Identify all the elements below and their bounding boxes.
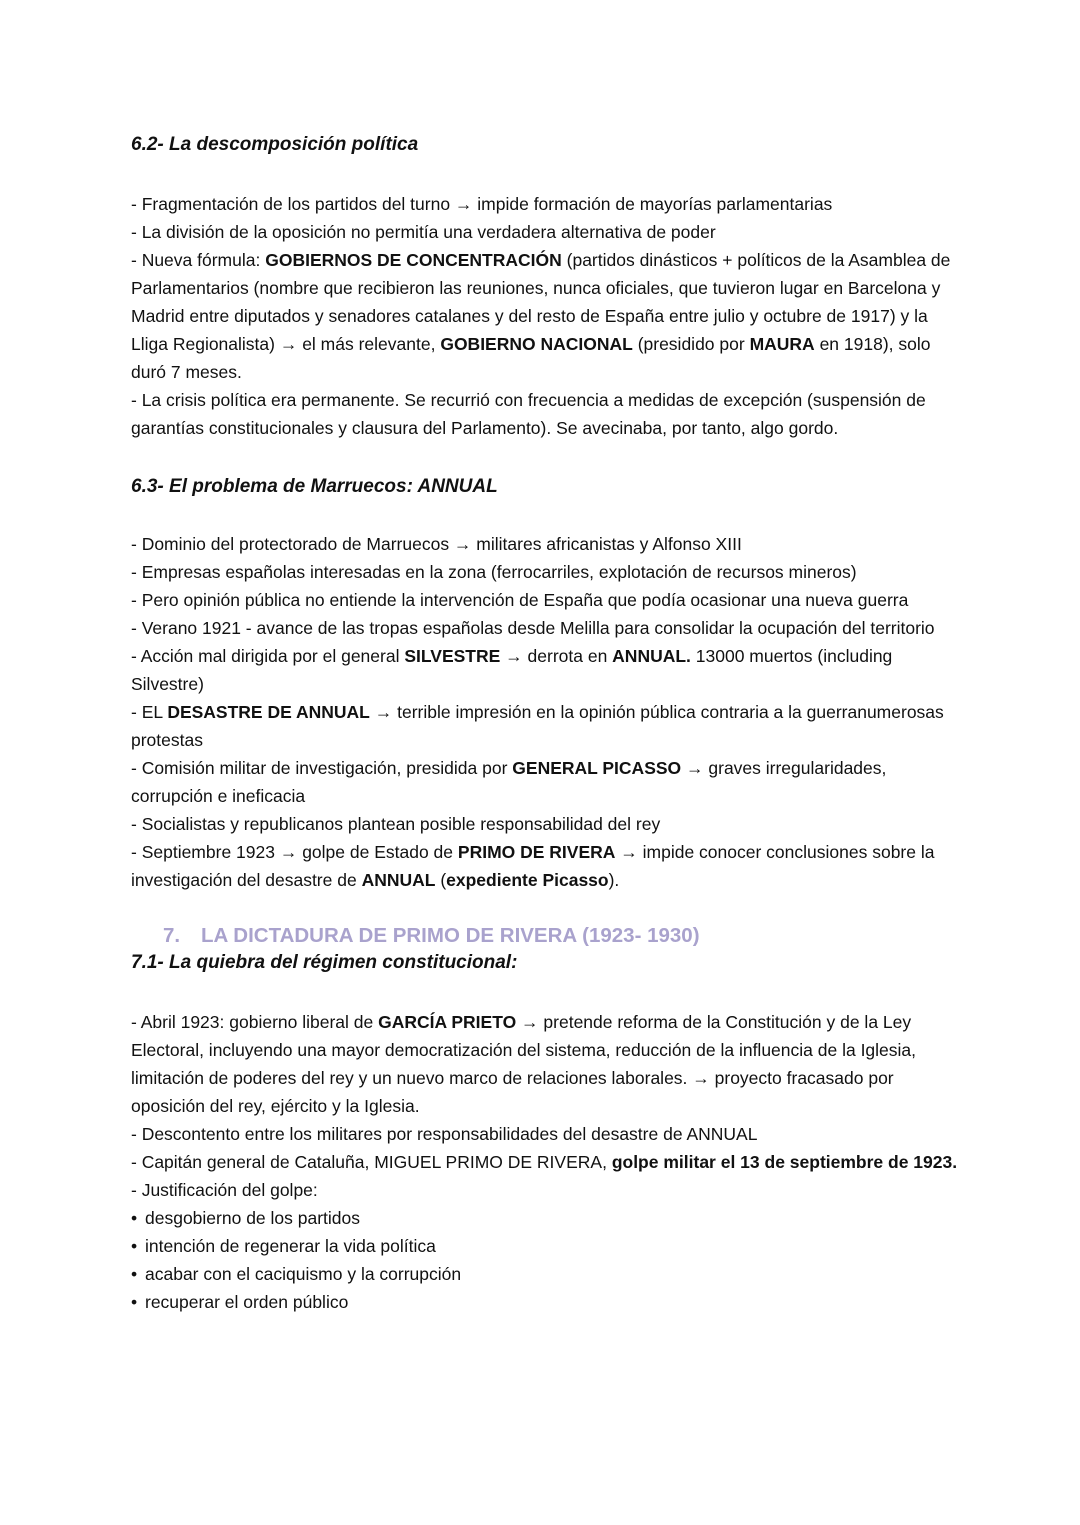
- text-run: - Descontento entre los militares por responsabilidades del desastre de ANNUAL: [131, 1124, 758, 1144]
- bold-term: golpe militar el 13 de septiembre de 1923.: [611, 1152, 958, 1172]
- heading-6-2: 6.2- La descomposición política: [131, 134, 419, 155]
- paragraph: [131, 530, 961, 558]
- bullet-icon: •: [131, 1292, 138, 1312]
- text-run: - Acción mal dirigida por el general: [131, 646, 405, 666]
- bullet-item: [131, 1204, 961, 1232]
- text-run: → terrible impresión en la opinión pública contraria a la guerranumerosas protestas: [131, 702, 944, 750]
- paragraph: [131, 190, 961, 218]
- text-run: → graves irregularidades, corrupción e ineficacia: [131, 758, 887, 806]
- bold-term: ANNUAL.: [612, 646, 691, 666]
- bold-term: expediente Picasso: [446, 870, 609, 890]
- section-7-heading: [131, 922, 961, 950]
- text-run: (partidos dinásticos + políticos de la Asamblea de Parlamentarios (nombre que recibieron las reuniones, nunca oficiales, que tuvieron lugar en Barcelona y Madrid entre diputados y senadores catalanes y del resto de España entre julio y octubre de 1917) y la Lliga Regionalista) → el más relevante,: [131, 250, 951, 354]
- paragraph: [131, 614, 961, 642]
- bullet-item: [131, 1260, 961, 1288]
- paragraph: [131, 698, 961, 754]
- text-run: - EL: [131, 702, 168, 722]
- text-run: ).: [608, 870, 620, 890]
- paragraph: [131, 1008, 961, 1120]
- document-content: [131, 132, 961, 1316]
- bold-term: GOBIERNO NACIONAL: [440, 334, 633, 354]
- bullet-item: [131, 1232, 961, 1260]
- text-run: → derrota en: [500, 646, 613, 666]
- bold-term: DESASTRE DE ANNUAL: [167, 702, 370, 722]
- bullet-text: desgobierno de los partidos: [145, 1208, 361, 1228]
- paragraph: [131, 1148, 961, 1176]
- text-run: - Nueva fórmula:: [131, 250, 266, 270]
- heading-7-1: 7.1- La quiebra del régimen constitucional:: [131, 952, 518, 973]
- bold-term: PRIMO DE RIVERA: [457, 842, 616, 862]
- text-run: - La división de la oposición no permitía una verdadera alternativa de poder: [131, 222, 716, 242]
- paragraph: [131, 386, 961, 442]
- section-number: 7.: [163, 924, 181, 947]
- bullet-icon: •: [131, 1208, 138, 1228]
- bullet-text: recuperar el orden público: [145, 1292, 349, 1312]
- heading-6-3: 6.3- El problema de Marruecos: ANNUAL: [131, 476, 498, 497]
- text-run: en 1918), solo duró 7 meses.: [131, 334, 931, 382]
- text-run: - Fragmentación de los partidos del turno → impide formación de mayorías parlamentarias: [131, 194, 833, 214]
- text-run: 13000 muertos (including Silvestre): [131, 646, 893, 694]
- text-run: → pretende reforma de la Constitución y de la Ley Electoral, incluyendo una mayor democratización del sistema, reducción de la influencia de la Iglesia, limitación de poderes del rey y un nuevo marco de relaciones laborales. → proyecto fracasado por oposición del rey, ejército y la Iglesia.: [131, 1012, 917, 1116]
- bullet-icon: •: [131, 1264, 138, 1284]
- text-run: - Socialistas y republicanos plantean posible responsabilidad del rey: [131, 814, 661, 834]
- text-run: - Capitán general de Cataluña, MIGUEL PRIMO DE RIVERA,: [131, 1152, 612, 1172]
- paragraph: [131, 1120, 961, 1148]
- text-run: - Verano 1921 - avance de las tropas españolas desde Melilla para consolidar la ocupación del territorio: [131, 618, 935, 638]
- bold-term: MAURA: [749, 334, 815, 354]
- text-run: - La crisis política era permanente. Se recurrió con frecuencia a medidas de excepción (suspensión de garantías constitucionales y clausura del Parlamento). Se avecinaba, por tanto, algo gordo.: [131, 390, 926, 438]
- text-run: - Abril 1923: gobierno liberal de: [131, 1012, 379, 1032]
- paragraph: [131, 838, 961, 894]
- bullet-text: intención de regenerar la vida política: [145, 1236, 436, 1256]
- paragraph: [131, 558, 961, 586]
- bullet-item: [131, 1288, 961, 1316]
- paragraph: [131, 586, 961, 614]
- bold-term: GARCÍA PRIETO: [378, 1012, 517, 1032]
- paragraph: [131, 810, 961, 838]
- paragraph: [131, 1176, 961, 1204]
- section-title: LA DICTADURA DE PRIMO DE RIVERA (1923- 1930): [201, 924, 700, 947]
- paragraph: [131, 754, 961, 810]
- bold-term: SILVESTRE: [404, 646, 501, 666]
- text-run: - Empresas españolas interesadas en la zona (ferrocarriles, explotación de recursos mineros): [131, 562, 857, 582]
- bullet-icon: •: [131, 1236, 138, 1256]
- text-run: - Pero opinión pública no entiende la intervención de España que podía ocasionar una nueva guerra: [131, 590, 909, 610]
- text-run: → impide conocer conclusiones sobre la investigación del desastre de: [131, 842, 935, 890]
- text-run: (presidido por: [632, 334, 750, 354]
- text-run: - Comisión militar de investigación, presidida por: [131, 758, 513, 778]
- bullet-text: acabar con el caciquismo y la corrupción: [145, 1264, 462, 1284]
- text-run: - Justificación del golpe:: [131, 1180, 318, 1200]
- text-run: - Septiembre 1923 → golpe de Estado de: [131, 842, 458, 862]
- text-run: (: [435, 870, 447, 890]
- paragraph: [131, 218, 961, 246]
- bold-term: ANNUAL: [361, 870, 436, 890]
- paragraph: [131, 642, 961, 698]
- bold-term: GOBIERNOS DE CONCENTRACIÓN: [265, 250, 562, 270]
- bold-term: GENERAL PICASSO: [512, 758, 682, 778]
- text-run: - Dominio del protectorado de Marruecos → militares africanistas y Alfonso XIII: [131, 534, 742, 554]
- paragraph: [131, 246, 961, 386]
